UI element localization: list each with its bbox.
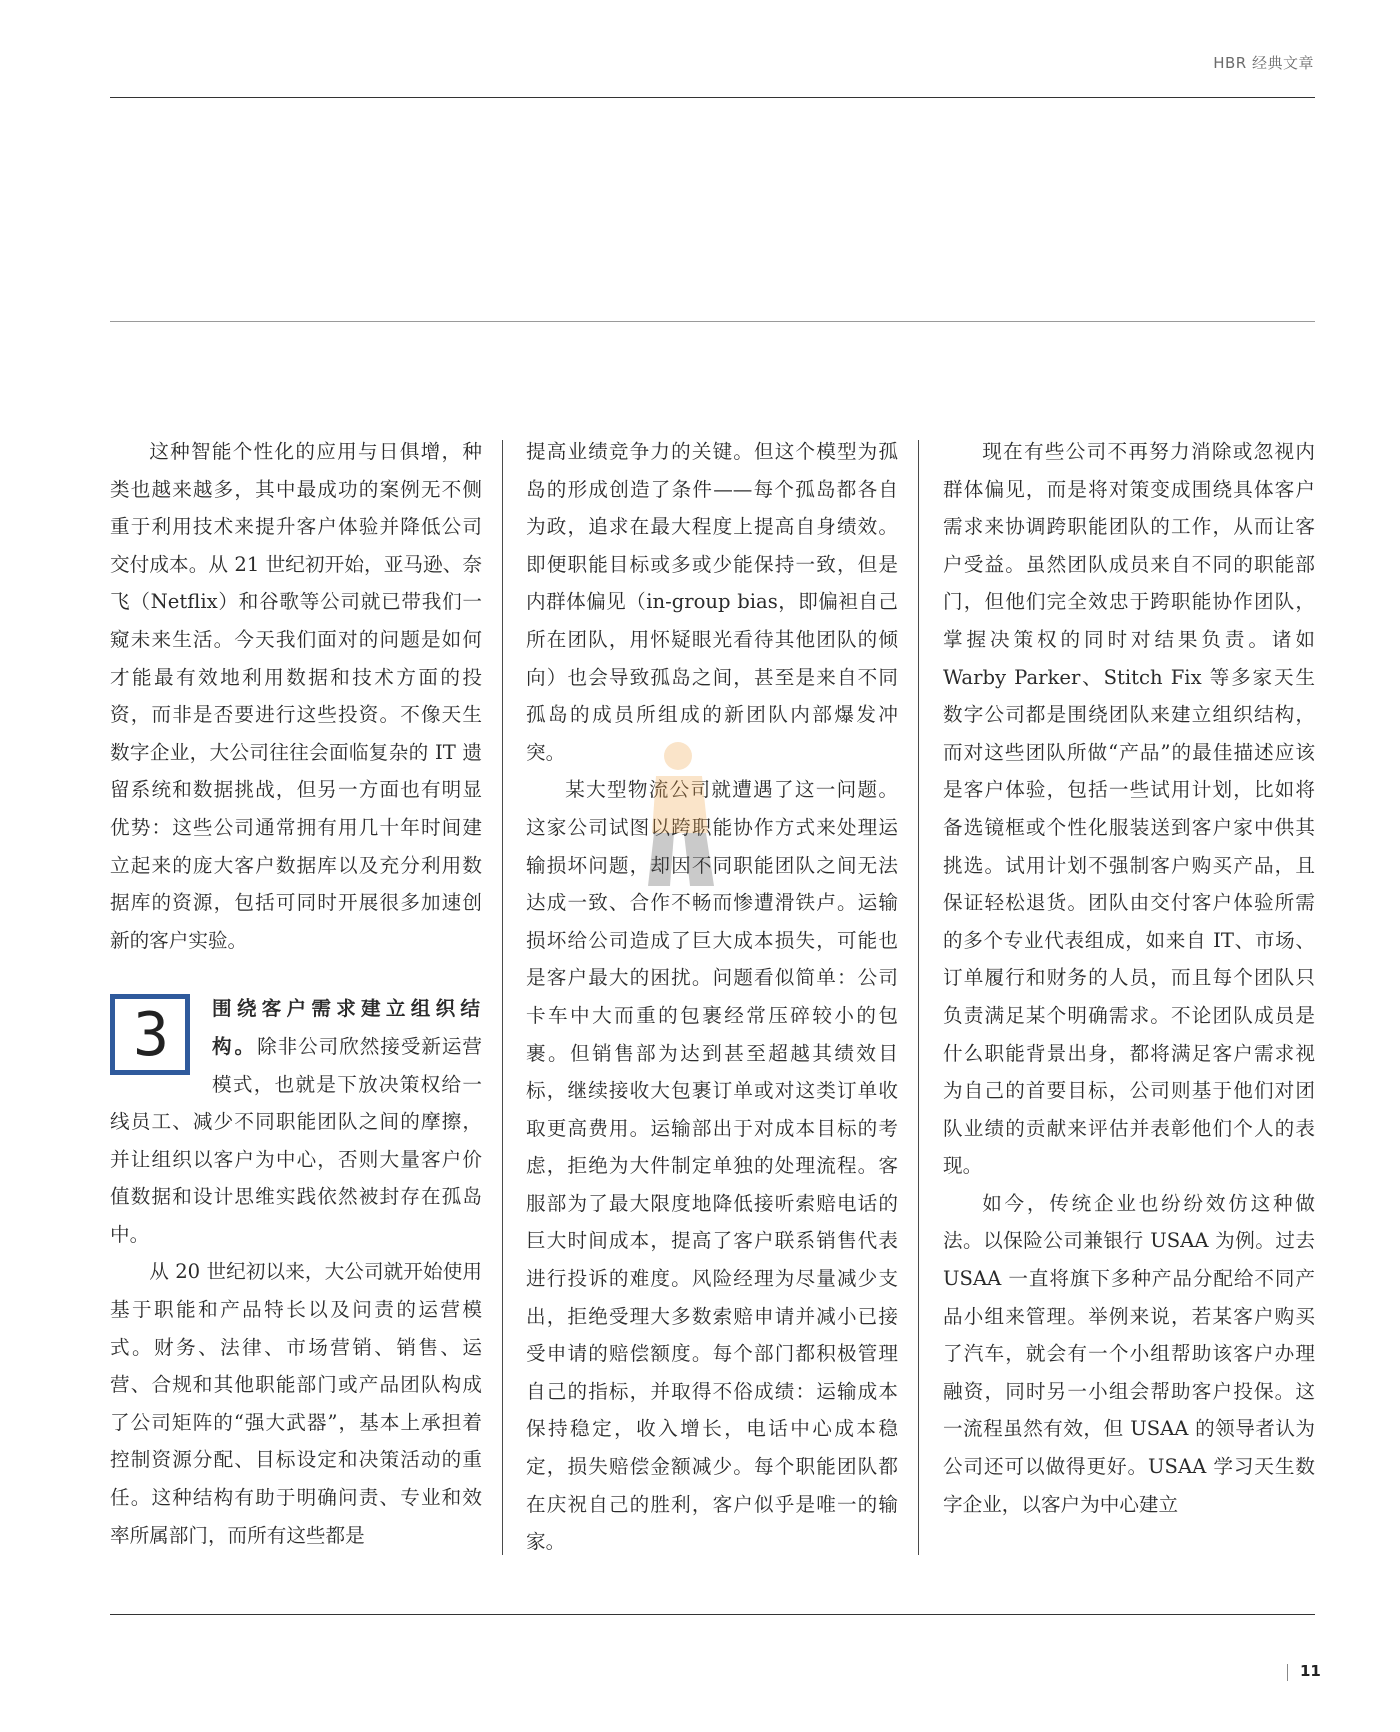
middle-rule <box>110 321 1315 322</box>
section-3-paragraph <box>110 990 482 1253</box>
column-3 <box>943 433 1315 1561</box>
column-divider-1 <box>502 440 503 1555</box>
column-divider-2 <box>918 440 919 1555</box>
column-1 <box>110 433 482 1561</box>
section-heading: 围绕客户需求建立组织结构。 <box>212 997 482 1058</box>
column-2 <box>526 433 898 1561</box>
col3-paragraph-1: 现在有些公司不再努力消除或忽视内群体偏见，而是将对策变成围绕具体客户需求来协调跨职能团队的工作，从而让客户受益。虽然团队成员来自不同的职能部门，但他们完全效忠于跨职能协作团队，掌握决策权的同时对结果负责。诸如 Warby Parker、Stitch Fix 等多家天生数字公司都是围绕团队来建立组织结构，而对这些团队所做“产品”的最佳描述应该是客户体验，包括一些试用计划，比如将备选镜框或个性化服装送到客户家中供其挑选。试用计划不强制客户购买产品，且保证轻松退货。团队由交付客户体验所需的多个专业代表组成，如来自 IT、市场、订单履行和财务的人员，而且每个团队只负责满足某个明确需求。不论团队成员是什么职能背景出身，都将满足客户需求视为自己的首要目标，公司则基于他们对团队业绩的贡献来评估并表彰他们个人的表现。 <box>943 440 1315 1178</box>
col1-paragraph-3: 从 20 世纪初以来，大公司就开始使用基于职能和产品特长以及问责的运营模式。财务、法律、市场营销、销售、运营、合规和其他职能部门或产品团队构成了公司矩阵的“强大武器”，基本上承担着控制资源分配、目标设定和决策活动的重任。这种结构有助于明确问责、专业和效率所属部门，而所有这些都是 <box>110 1260 482 1547</box>
page-number: 11 <box>1300 1662 1321 1680</box>
section-text: 除非公司欣然接受新运营模式，也就是下放决策权给一线员工、减少不同职能团队之间的摩擦，并让组织以客户为中心，否则大量客户价值数据和设计思维实践依然被封存在孤岛中。 <box>110 1034 482 1246</box>
watermark-leg-left <box>648 833 674 886</box>
watermark-body <box>652 776 708 833</box>
top-rule <box>110 97 1315 98</box>
col1-paragraph-1: 这种智能个性化的应用与日俱增，种类也越来越多，其中最成功的案例无不侧重于利用技术来提升客户体验并降低公司交付成本。从 21 世纪初开始，亚马逊、奈飞（Netflix）和谷歌等公司就已带我们一窥未来生活。今天我们面对的问题是如何才能最有效地利用数据和技术方面的投资，而非是否要进行这些投资。不像天生数字企业，大公司往往会面临复杂的 IT 遗留系统和数据挑战，但另一方面也有明显优势：这些公司通常拥有用几十年时间建立起来的庞大客户数据库以及充分利用数据库的资源，包括可同时开展很多加速创新的客户实验。 <box>110 440 482 952</box>
watermark-figure-icon <box>634 738 726 888</box>
watermark-head <box>664 742 692 770</box>
footer-separator <box>1287 1664 1288 1681</box>
col3-paragraph-2: 如今，传统企业也纷纷效仿这种做法。以保险公司兼银行 USAA 为例。过去 USAA 一直将旗下多种产品分配给不同产品小组来管理。举例来说，若某客户购买了汽车，就会有一个小组帮助该客户办理融资，同时另一小组会帮助客户投保。这一流程虽然有效，但 USAA 的领导者认为公司还可以做得更好。USAA 学习天生数字企业，以客户为中心建立 <box>943 1191 1315 1516</box>
col2-paragraph-1: 提高业绩竞争力的关键。但这个模型为孤岛的形成创造了条件——每个孤岛都各自为政，追求在最大程度上提高自身绩效。即便职能目标或多或少能保持一致，但是内群体偏见（in-group bias，即偏袒自己所在团队，用怀疑眼光看待其他团队的倾向）也会导致孤岛之间，甚至是来自不同孤岛的成员所组成的新团队内部爆发冲突。 <box>526 440 898 764</box>
header-label: HBR 经典文章 <box>1213 54 1314 72</box>
col2-paragraph-2: 某大型物流公司就遭遇了这一问题。这家公司试图以跨职能协作方式来处理运输损坏问题，却因不同职能团队之间无法达成一致、合作不畅而惨遭滑铁卢。运输损坏给公司造成了巨大成本损失，可能也是客户最大的困扰。问题看似简单：公司卡车中大而重的包裹经常压碎较小的包裹。但销售部为达到甚至超越其绩效目标，继续接收大包裹订单或对这类订单收取更高费用。运输部出于对成本目标的考虑，拒绝为大件制定单独的处理流程。客服部为了最大限度地降低接听索赔电话的巨大时间成本，提高了客户联系销售代表进行投诉的难度。风险经理为尽量减少支出，拒绝受理大多数索赔申请并减小已接受申请的赔偿额度。每个部门都积极管理自己的指标，并取得不俗成绩：运输成本保持稳定，收入增长，电话中心成本稳定，损失赔偿金额减少。每个职能团队都在庆祝自己的胜利，客户似乎是唯一的输家。 <box>526 778 898 1554</box>
section-number-box: 3 <box>110 994 190 1075</box>
watermark-leg-right <box>684 833 714 886</box>
bottom-rule <box>110 1614 1315 1615</box>
